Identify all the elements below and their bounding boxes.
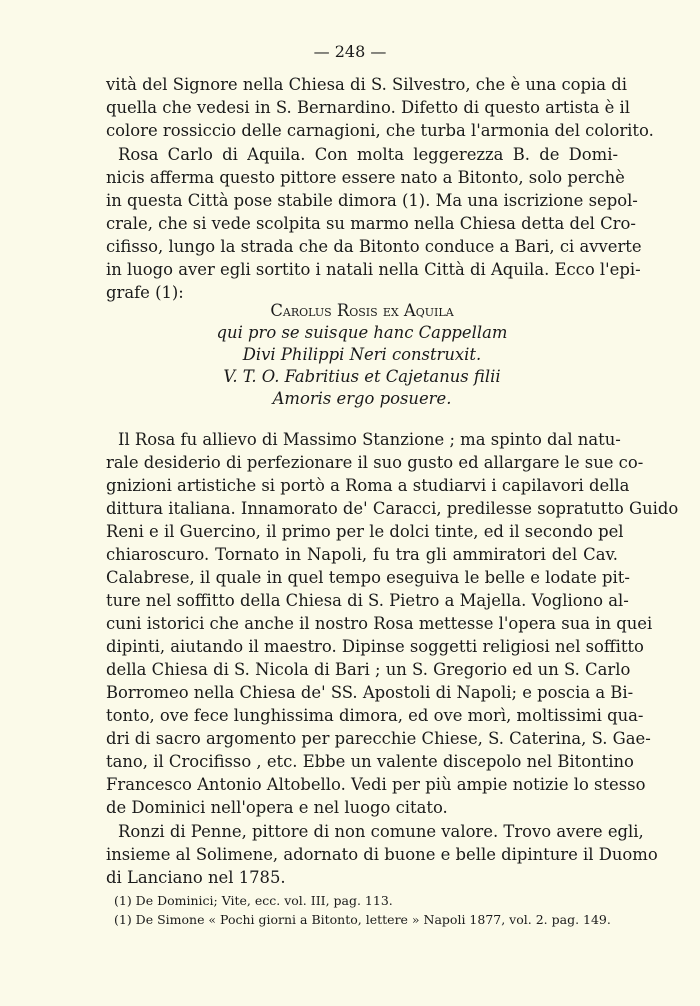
text-line: di Lanciano nel 1785. (106, 868, 286, 887)
text-line: in questa Città pose stabile dimora (1). Ma una iscrizione sepol- (106, 191, 638, 210)
text-line: ture nel soffitto della Chiesa di S. Pietro a Majella. Vogliono al- (106, 591, 629, 610)
text-line: gnizioni artistiche si portò a Roma a studiarvi i capilavori della (106, 476, 630, 495)
footnote: (1) De Dominici; Vite, ecc. vol. III, pag. 113. (114, 893, 393, 908)
epigraph-line: qui pro se suisque hanc Cappellam (216, 323, 508, 342)
text-line: crale, che si vede scolpita su marmo nella Chiesa detta del Cro- (106, 214, 636, 233)
text-line: vità del Signore nella Chiesa di S. Silvestro, che è una copia di (106, 75, 627, 94)
text-line: Francesco Antonio Altobello. Vedi per più ampie notizie lo stesso (106, 775, 646, 794)
epigraph-line: Carolus Rosis ex Aquila (270, 301, 454, 320)
epigraph-line: V. T. O. Fabritius et Cajetanus filii (223, 367, 501, 386)
text-line: tonto, ove fece lunghissima dimora, ed ove morì, moltissimi qua- (106, 706, 644, 725)
epigraph-line: Amoris ergo posuere. (272, 389, 452, 408)
text-line: grafe (1): (106, 283, 184, 302)
text-line: in luogo aver egli sortito i natali nella Città di Aquila. Ecco l'epi- (106, 260, 641, 279)
text-line: tano, il Crocifisso , etc. Ebbe un valente discepolo nel Bitontino (106, 752, 634, 771)
text-line: dittura italiana. Innamorato de' Caracci, predilesse sopratutto Guido (106, 499, 679, 518)
text-line: dri di sacro argomento per parecchie Chiese, S. Caterina, S. Gae- (106, 729, 651, 748)
text-line: rale desiderio di perfezionare il suo gusto ed allargare le sue co- (106, 453, 644, 472)
text-line: colore rossiccio delle carnagioni, che turba l'armonia del colorito. (106, 121, 654, 140)
text-line: Calabrese, il quale in quel tempo eseguiva le belle e lodate pit- (106, 568, 630, 587)
text-line: Borromeo nella Chiesa de' SS. Apostoli di Napoli; e poscia a Bi- (106, 683, 634, 702)
page-number: — 248 — (313, 42, 387, 61)
text-line: cuni istorici che anche il nostro Rosa mettesse l'opera sua in quei (106, 614, 653, 633)
paragraph-first-line: Rosa Carlo di Aquila. Con molta leggerezza B. de Domi- (118, 145, 618, 164)
paragraph-first-line: Ronzi di Penne, pittore di non comune valore. Trovo avere egli, (118, 822, 644, 841)
text-line: cifisso, lungo la strada che da Bitonto conduce a Bari, ci avverte (106, 237, 642, 256)
text-line: chiaroscuro. Tornato in Napoli, fu tra gli ammiratori del Cav. (106, 545, 618, 564)
text-line: dipinti, aiutando il maestro. Dipinse soggetti religiosi nel soffitto (106, 637, 644, 656)
text-line: de Dominici nell'opera e nel luogo citato. (106, 798, 448, 817)
text-line: nicis afferma questo pittore essere nato a Bitonto, solo perchè (106, 168, 625, 187)
text-line: insieme al Solimene, adornato di buone e belle dipinture il Duomo (106, 845, 658, 864)
footnote: (1) De Simone « Pochi giorni a Bitonto, lettere » Napoli 1877, vol. 2. pag. 149. (114, 912, 611, 927)
text-line: quella che vedesi in S. Bernardino. Difetto di questo artista è il (106, 98, 630, 117)
paragraph-first-line: Il Rosa fu allievo di Massimo Stanzione ; ma spinto dal natu- (118, 430, 621, 449)
epigraph-line: Divi Philippi Neri construxit. (242, 345, 482, 364)
text-line: Reni e il Guercino, il primo per le dolci tinte, ed il secondo pel (106, 522, 624, 541)
text-line: della Chiesa di S. Nicola di Bari ; un S. Gregorio ed un S. Carlo (106, 660, 631, 679)
